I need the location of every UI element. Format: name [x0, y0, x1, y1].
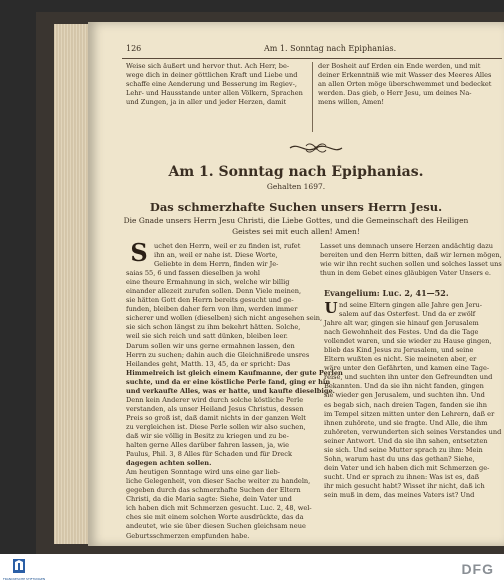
running-title: Am 1. Sonntag nach Epiphanias. — [264, 44, 397, 53]
gospel-heading: Evangelium: Luc. 2, 41—52. — [324, 288, 449, 298]
page-number: 126 — [126, 44, 142, 53]
text-line: Himmelreich ist gleich einem Kaufmanne, der gute Perlen — [126, 368, 343, 377]
text-line: suchte, und da er eine köstliche Perle fand, ging er hin — [126, 377, 331, 386]
text-line: uchet den Herrn, weil er zu finden ist, rufet — [154, 242, 301, 250]
text-line: Christi, da die Maria sagte: Siehe, dein Vater und — [126, 495, 292, 504]
text-line: andeutet, wie sie über diesen Suchen gleichsam neue — [126, 522, 306, 531]
text-line: wäre unter den Gefährten, und kamen eine Tage- — [324, 364, 490, 373]
text-line: Geburtsschmerzen empfunden habe. — [126, 531, 250, 540]
text-line: seiner Antwort. Und da sie ihn sahen, entsetzten — [324, 436, 488, 445]
text-line: thun in dem Gebet eines gläubigen Vater Unsers e. — [320, 269, 491, 278]
text-line: sie hätten Gott den Herrn bereits gesucht und ge- — [126, 296, 294, 305]
text-line: an allen Orten möge überschwemmet und bedecket — [318, 80, 492, 89]
library-label: FRANCKESCHE STIFTUNGEN — [3, 577, 46, 581]
grace-line-2: Geistes sei mit euch allen! Amen! — [232, 227, 360, 236]
text-line: Weise sich äußert und hervor thut. Ach Herr, be- — [126, 62, 290, 70]
text-line: ich haben dich mit Schmerzen gesucht. Luc. 2, 48, wel- — [126, 504, 312, 513]
text-line: einander allezeit zurufen sollen. Denn Viele meinen, — [126, 287, 302, 296]
text-line: im Tempel sitzen mitten unter den Lehrern, daß er — [324, 409, 495, 418]
text-line: dein Vater und ich haben dich mit Schmerzen ge- — [324, 463, 490, 472]
text-line: ihn an, weil er nahe ist. Diese Worte, — [154, 251, 278, 260]
text-line: liche Gelegenheit, von dieser Sache weiter zu handeln, — [126, 477, 311, 486]
text-line: sicherer und wollen (dieselben) sich nicht angesehen sein, — [126, 314, 323, 323]
text-line: Denn kein Anderer wird durch solche köstliche Perle — [126, 395, 304, 404]
column-divider — [312, 62, 313, 132]
text-line: saias 55, 6 und fassen dieselben ja wohl — [126, 269, 261, 278]
text-line: und verkaufte Alles, was er hatte, und kaufte dieselbige. — [126, 386, 335, 395]
text-line: reise, und suchten ihn unter den Gefreundten und — [324, 373, 493, 382]
sermon-heading: Am 1. Sonntag nach Epiphanias. — [168, 164, 424, 180]
text-line: Lasset uns demnach unsere Herzen andächtig dazu — [320, 242, 493, 250]
dfg-logo: DFG — [461, 561, 494, 577]
text-line: bereiten und den Herrn bitten, daß wir lernen mögen, — [320, 251, 502, 260]
held-date: Gehalten 1697. — [266, 182, 326, 191]
text-line: zu vergleichen ist. Diese Perle sollen wir also suchen, — [126, 422, 306, 431]
text-line: ches sie mit einem solchen Worte ausdrückte, das da — [126, 513, 304, 522]
text-line: Herrn zu suchen; dahin auch die Gleichnißrede unsres — [126, 350, 310, 359]
text-line: wie wir ihn recht suchen sollen und solches lasset uns — [320, 260, 502, 269]
text-line: zuhöreten, verwunderten sich seines Verstandes und — [324, 427, 502, 436]
text-line: Bekannten. Und da sie ihn nicht fanden, gingen — [324, 382, 484, 391]
right-gospel — [324, 301, 500, 500]
text-line: verstanden, als unser Heiland Jesus Christus, dessen — [126, 404, 304, 413]
text-line: gegeben durch das schmerzhafte Suchen der Eltern — [126, 486, 301, 495]
text-line: Sohn, warum hast du uns das gethan? Siehe, — [324, 454, 475, 463]
top-right-column — [318, 62, 498, 107]
gospel-drop-cap: U — [324, 299, 338, 317]
text-line: werden. Das gieb, o Herr Jesu, um deines Na- — [318, 89, 472, 98]
text-line: Geliebte in dem Herrn, finden wir Je- — [154, 260, 279, 269]
text-line: ihr mich gesucht habt? Wisset ihr nicht, daß ich — [324, 481, 485, 490]
text-line: und Zungen, ja in aller und jeder Herzen, damit — [126, 98, 287, 107]
text-line: vollendet waren, und sie wieder zu Hause gingen, — [324, 337, 492, 346]
text-line: nd seine Eltern gingen alle Jahre gen Jeru- — [339, 301, 482, 309]
text-line: ihnen zuhörete, und sie fragte. Und Alle, die ihm — [324, 418, 488, 427]
text-line: sie sich schon längst zu ihm bekehrt hätten. Solche, — [126, 323, 301, 332]
drop-cap: S — [130, 238, 148, 267]
text-line: eine theure Ermahnung in sich, welche wir billig — [126, 278, 290, 287]
book-page — [88, 22, 504, 546]
text-line: funden, bleiben daher fern von ihm, werden immer — [126, 305, 298, 314]
text-line: sie wieder gen Jerusalem, und suchten ihn. Und — [324, 391, 485, 400]
text-line: der Bosheit auf Erden ein Ende werden, und mit — [318, 62, 481, 70]
text-line: schaffe eine Aenderung und Besserung im Regiev-, — [126, 80, 297, 89]
text-line: halten gerne Alles darüber fahren lassen, ja, wie — [126, 441, 289, 450]
text-line: sein muß in dem, das meines Vaters ist? Und — [324, 490, 475, 499]
text-line: mens willen, Amen! — [318, 98, 385, 107]
text-line: Darum sollen wir uns gerne ermahnen lassen, den — [126, 341, 295, 350]
text-line: sucht. Und er sprach zu ihnen: Was ist es, daß — [324, 472, 480, 481]
text-line: Jahre alt war, gingen sie hinauf gen Jerusalem — [324, 319, 479, 328]
grace-line-1: Die Gnade unsers Herrn Jesu Christi, die Liebe Gottes, und die Gemeinschaft des Heiligen — [123, 216, 469, 225]
text-line: daß wir sie völlig in Besitz zu kriegen und zu be- — [126, 431, 289, 440]
text-line: salem auf das Osterfest. Und da er zwölf — [339, 310, 476, 319]
text-line: Eltern wußten es nicht. Sie meineten aber, er — [324, 355, 477, 364]
text-line: Am heutigen Sonntage wird uns eine gar lieb- — [126, 468, 280, 477]
text-line: weil sie sich reich und satt dünken, bleiben leer. — [126, 332, 288, 341]
top-left-column — [126, 62, 310, 107]
text-line: Heilandes geht, Matth. 13, 45, da er spricht: Das — [126, 359, 291, 368]
text-line: nach Gewohnheit des Festes. Und da die Tage — [324, 328, 479, 337]
ornament-divider-icon — [288, 140, 344, 156]
left-column — [126, 238, 343, 541]
text-line: blieb das Kind Jesus zu Jerusalem, und seine — [324, 346, 474, 355]
right-intro — [320, 242, 500, 278]
text-line: deiner Erkenntniß wie mit Wasser des Meeres Alles — [318, 71, 492, 80]
text-line: Preis so groß ist, daß damit nichts in der ganzen Welt — [126, 413, 306, 422]
viewer-footer — [0, 554, 504, 584]
text-line: dagegen achten sollen. — [126, 459, 212, 468]
text-line: sie sich. Und seine Mutter sprach zu ihm: Mein — [324, 445, 483, 454]
text-line: es begab sich, nach dreien Tagen, fanden sie ihn — [324, 400, 487, 409]
sermon-title: Das schmerzhafte Suchen unsers Herrn Jesu. — [149, 200, 443, 214]
text-line: wege dich in deiner göttlichen Kraft und Liebe und — [126, 71, 298, 80]
header-rule — [122, 58, 502, 59]
text-line: Lehr- und Hausstande unter allen Völkern, Sprachen — [126, 89, 303, 98]
text-line: Paulus, Phil. 3, 8 Alles für Schaden und für Dreck — [126, 450, 292, 459]
